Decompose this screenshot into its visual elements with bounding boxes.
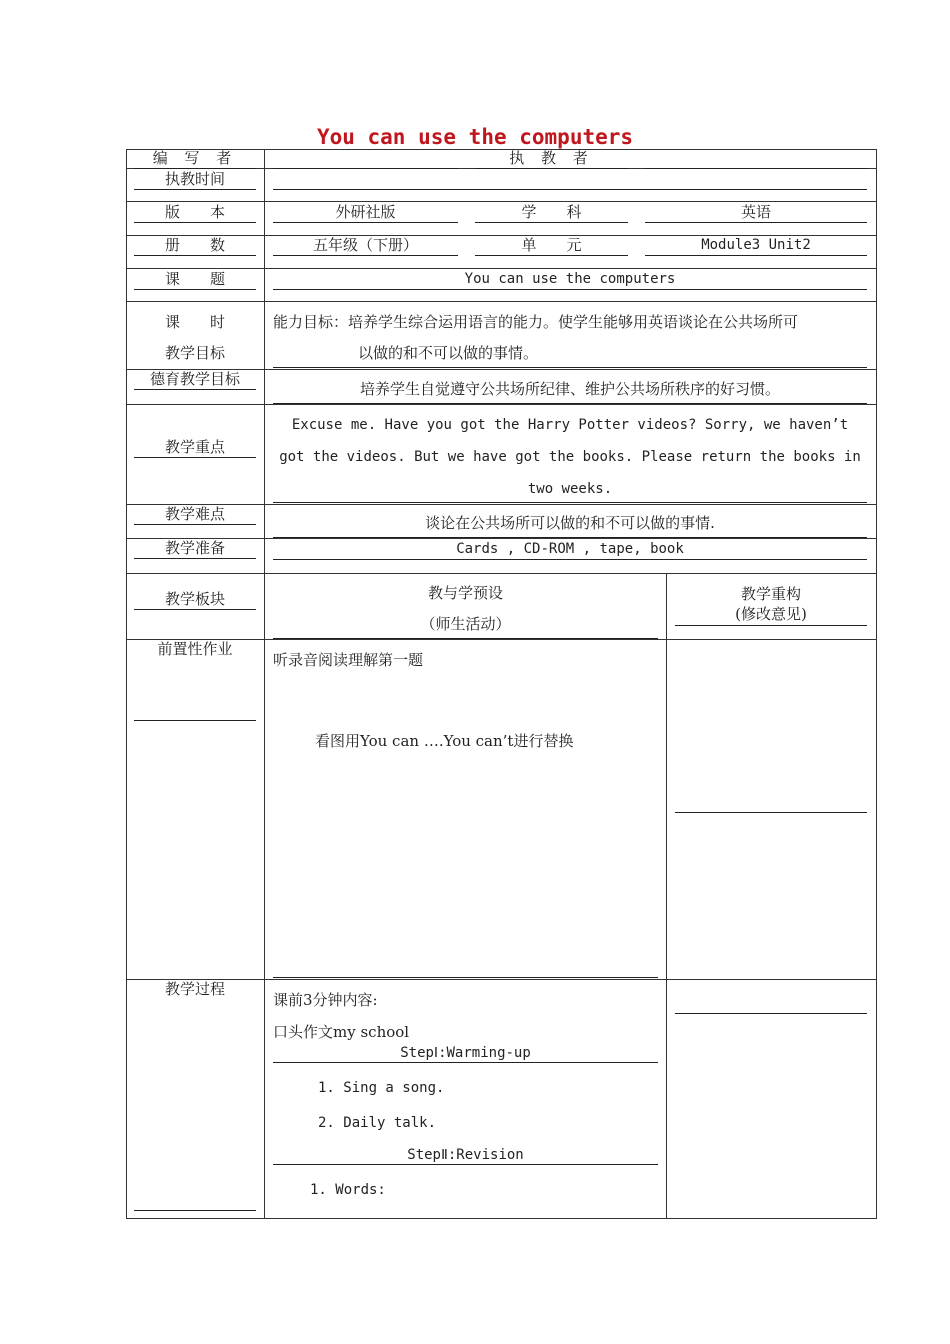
volume-value: 五年级（下册） — [312, 236, 418, 254]
time-label: 执教时间 — [164, 170, 225, 188]
author-label: 编 写 者 — [152, 149, 238, 167]
teacher-label: 执 教 者 — [509, 149, 594, 167]
goal-label: 教学目标 — [164, 344, 225, 362]
step1-heading: StepⅠ:Warming-up — [400, 1045, 531, 1061]
homework-label: 前置性作业 — [157, 640, 233, 658]
subject-label: 学 科 — [521, 203, 582, 221]
volume-label: 册 数 — [164, 236, 225, 254]
homework-item-2: 看图用You can ….You can’t进行替换 — [315, 732, 574, 750]
moral-goal-value: 培养学生自觉遵守公共场所纪律、维护公共场所秩序的好习惯。 — [359, 380, 780, 398]
topic-value: You can use the computers — [464, 271, 676, 287]
process-oral: 口头作文my school — [273, 1023, 410, 1041]
period-label: 课 时 — [164, 313, 225, 331]
preset-sublabel: （师生活动） — [420, 615, 511, 633]
prep-label: 教学准备 — [164, 539, 225, 557]
focus-label: 教学重点 — [164, 438, 225, 456]
step1-item-1: 1. Sing a song. — [318, 1080, 445, 1096]
difficulty-label: 教学难点 — [164, 505, 225, 523]
process-intro: 课前3分钟内容: — [273, 991, 378, 1009]
ability-goal-line1: 能力目标：培养学生综合运用语言的能力。使学生能够用英语谈论在公共场所可 — [273, 313, 799, 331]
focus-line2: got the videos. But we have got the books. Please return the books in — [279, 449, 861, 465]
difficulty-value: 谈论在公共场所可以做的和不可以做的事情. — [425, 514, 715, 532]
unit-label: 单 元 — [521, 236, 582, 254]
step2-heading: StepⅡ:Revision — [407, 1147, 524, 1163]
prep-value: Cards , CD-ROM , tape, book — [456, 541, 684, 557]
edition-value: 外研社版 — [335, 203, 396, 221]
moral-goal-label: 德育教学目标 — [149, 370, 240, 388]
block-label: 教学板块 — [164, 590, 225, 608]
rebuild-sublabel: (修改意见) — [735, 605, 807, 623]
topic-label: 课 题 — [164, 270, 225, 288]
subject-value: 英语 — [740, 203, 771, 221]
rebuild-label: 教学重构 — [740, 585, 801, 603]
focus-line1: Excuse me. Have you got the Harry Potter videos? Sorry, we haven’t — [291, 417, 849, 433]
step1-item-2: 2. Daily talk. — [318, 1115, 437, 1131]
preset-label: 教与学预设 — [427, 584, 503, 602]
homework-item-1: 听录音阅读理解第一题 — [273, 651, 424, 669]
document-title: You can use the computers — [316, 125, 634, 149]
ability-goal-line2: 以做的和不可以做的事情。 — [358, 344, 539, 362]
edition-label: 版 本 — [164, 203, 225, 221]
focus-line3: two weeks. — [527, 481, 613, 497]
step2-item-1: 1. Words: — [310, 1182, 386, 1198]
process-label: 教学过程 — [164, 980, 225, 998]
unit-value: Module3 Unit2 — [701, 237, 811, 253]
